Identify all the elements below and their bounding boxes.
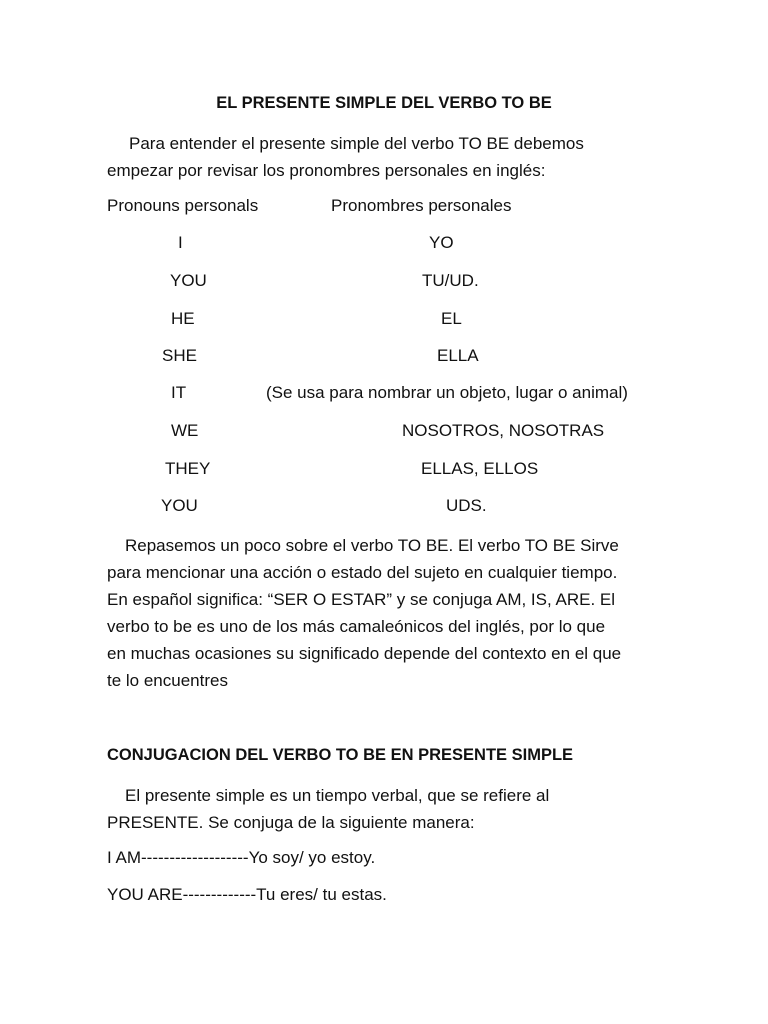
pronoun-spanish: ELLAS, ELLOS (421, 459, 539, 478)
pronoun-row (0, 309, 768, 333)
pronoun-spanish: TU/UD. (422, 271, 479, 290)
pronoun-english: I (178, 233, 183, 252)
pronoun-spanish: UDS. (446, 496, 487, 515)
intro-paragraph (107, 130, 687, 184)
review-line: En español significa: “SER O ESTAR” y se conjuga AM, IS, ARE. El (107, 590, 616, 609)
pronoun-spanish: ELLA (437, 346, 479, 365)
pronoun-row (0, 496, 768, 520)
conjugation-line: I AM-------------------Yo soy/ yo estoy. (107, 848, 376, 867)
conjugation-line: YOU ARE-------------Tu eres/ tu estas. (107, 885, 387, 904)
verb-review-paragraph (107, 532, 667, 694)
review-line: Repasemos un poco sobre el verbo TO BE. El verbo TO BE Sirve (125, 536, 619, 555)
intro-line-1: Para entender el presente simple del verbo TO BE debemos (129, 134, 584, 153)
review-line: para mencionar una acción o estado del sujeto en cualquier tiempo. (107, 563, 618, 582)
pronoun-english: YOU (170, 271, 207, 290)
pronoun-row (0, 459, 768, 483)
intro-line-2: empezar por revisar los pronombres personales en inglés: (107, 161, 546, 180)
pronoun-english: IT (171, 383, 187, 402)
conj-intro-line-2: PRESENTE. Se conjuga de la siguiente manera: (107, 813, 475, 832)
conj-intro-line-1: El presente simple es un tiempo verbal, que se refiere al (125, 786, 550, 805)
pronoun-table-header (107, 196, 707, 220)
pronoun-spanish: YO (429, 233, 454, 252)
pronoun-row (0, 271, 768, 295)
review-line: verbo to be es uno de los más camaleónicos del inglés, por lo que (107, 617, 606, 636)
pronoun-row (0, 233, 768, 257)
header-english: Pronouns personals (107, 196, 259, 215)
pronoun-row (0, 346, 768, 370)
document-title: EL PRESENTE SIMPLE DEL VERBO TO BE (216, 94, 552, 112)
pronoun-spanish: NOSOTROS, NOSOTRAS (402, 421, 605, 440)
pronoun-spanish: (Se usa para nombrar un objeto, lugar o animal) (266, 383, 628, 402)
review-line: te lo encuentres (107, 671, 228, 690)
pronoun-english: THEY (165, 459, 211, 478)
header-spanish: Pronombres personales (331, 196, 512, 215)
pronoun-english: YOU (161, 496, 198, 515)
pronoun-english: WE (171, 421, 199, 440)
conjugation-section-title: CONJUGACION DEL VERBO TO BE EN PRESENTE SIMPLE (107, 746, 574, 764)
pronoun-spanish: EL (441, 309, 462, 328)
pronoun-english: SHE (162, 346, 197, 365)
review-line: en muchas ocasiones su significado depende del contexto en el que (107, 644, 622, 663)
conjugation-intro-paragraph (107, 782, 687, 836)
pronoun-row (0, 421, 768, 445)
pronoun-english: HE (171, 309, 195, 328)
pronoun-row (0, 383, 768, 407)
